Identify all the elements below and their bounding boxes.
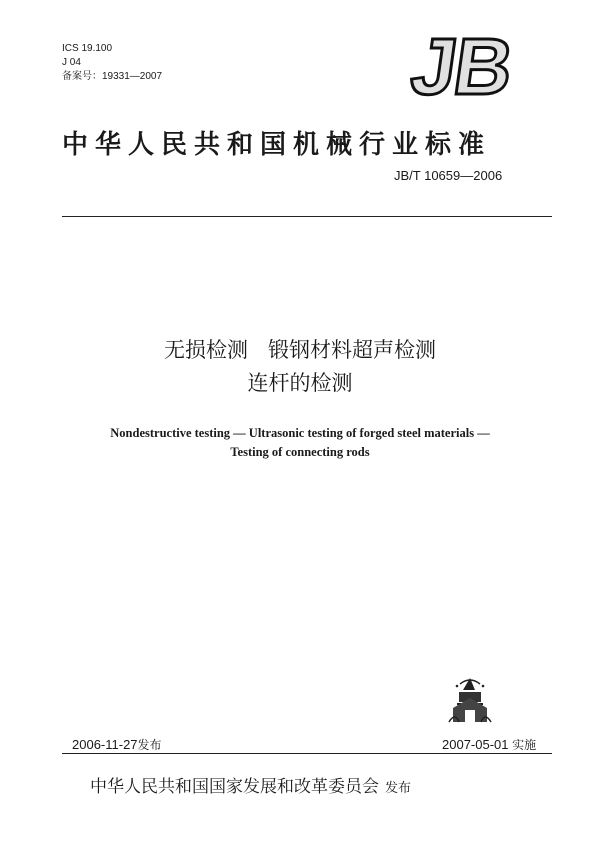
english-title-line-2: Testing of connecting rods [230, 445, 370, 459]
header-divider [62, 216, 552, 217]
issuer-line [90, 772, 411, 797]
effective-date-line [442, 736, 536, 753]
issue-date-line [72, 736, 162, 753]
record-number: 备案号：19331—2007 [62, 71, 163, 82]
jb-logo: JB [405, 22, 517, 111]
chinese-title-line-2: 连杆的检测 [247, 371, 353, 395]
issuer-suffix: 发布 [385, 781, 412, 796]
classification-code: J 04 [62, 57, 81, 68]
effective-date: 2007-05-01 [442, 737, 509, 752]
standard-title: 中华人民共和国机械行业标准 [62, 130, 492, 160]
effective-label: 实施 [512, 738, 537, 752]
english-title-line-1: Nondestructive testing — Ultrasonic testing of forged steel materials — [110, 426, 490, 440]
issue-label: 发布 [137, 738, 162, 752]
standard-number: JB/T 10659—2006 [394, 168, 503, 183]
issue-date: 2006-11-27 [72, 737, 138, 752]
issuer-name: 中华人民共和国国家发展和改革委员会 [90, 777, 379, 797]
footer-divider [62, 753, 552, 754]
emblem-icon [445, 676, 495, 726]
ics-code: ICS 19.100 [62, 43, 113, 54]
chinese-title-line-1: 无损检测 锻钢材料超声检测 [163, 338, 437, 362]
